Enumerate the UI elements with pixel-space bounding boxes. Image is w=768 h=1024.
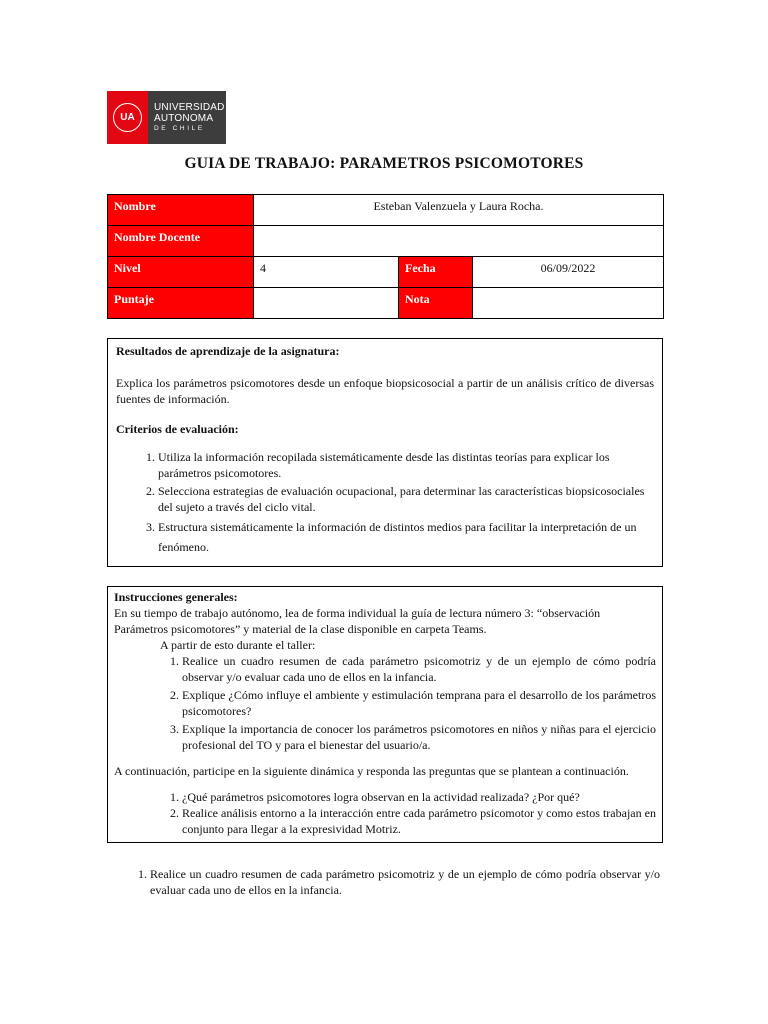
instrucciones-box [107, 586, 663, 843]
instrucciones-intro: En su tiempo de trabajo autónomo, lea de forma individual la guía de lectura número 3: “observación Parámetros psicomotores” y material de la clase disponible en carpeta Teams. [114, 606, 601, 636]
row-nombre [108, 195, 664, 226]
label-nombre: Nombre [108, 195, 254, 226]
resultados-heading: Resultados de aprendizaje de la asignatura: [116, 344, 340, 358]
criterio-item: 1. Utiliza la información recopilada sistemáticamente desde las distintas teorías para explicar los parámetros psicomotores. [158, 449, 654, 481]
logo-line-2: AUTONOMA [154, 113, 214, 124]
label-fecha: Fecha [399, 257, 473, 288]
logo-text-block [148, 91, 226, 144]
row-puntaje-nota [108, 288, 664, 319]
pregunta-item: 2. Realice análisis entorno a la interacción entre cada parámetro psicomotor y como estos trabajan en conjunto para llegar a la expresividad Motriz. [182, 805, 656, 837]
value-nivel[interactable]: 4 [254, 257, 399, 288]
label-nota: Nota [399, 288, 473, 319]
criterios-heading: Criterios de evaluación: [116, 422, 239, 436]
instrucciones-heading: Instrucciones generales: [114, 590, 238, 604]
criterio-item: 3. Estructura sistemáticamente la información de distintos medios para facilitar la interpretación de un fenómeno. [158, 517, 654, 557]
pregunta-item: 1. ¿Qué parámetros psicomotores logra observan en la actividad realizada? ¿Por qué? [182, 789, 656, 805]
continuacion-text: A continuación, participe en la siguiente dinámica y responda las preguntas que se plantean a continuación. [114, 764, 629, 778]
label-puntaje: Puntaje [108, 288, 254, 319]
value-docente[interactable] [254, 226, 664, 257]
value-nombre[interactable]: Esteban Valenzuela y Laura Rocha. [254, 195, 664, 226]
taller-item: 1. Realice un cuadro resumen de cada parámetro psicomotriz y de un ejemplo de cómo podría observar y/o evaluar cada uno de ellos en la infancia. [182, 653, 656, 685]
value-puntaje[interactable] [254, 288, 399, 319]
bottom-item: 1. Realice un cuadro resumen de cada parámetro psicomotriz y de un ejemplo de cómo podría observar y/o evaluar cada uno de ellos en la infancia. [150, 866, 660, 898]
bottom-list [130, 866, 660, 898]
taller-list [114, 653, 656, 753]
row-nivel-fecha [108, 257, 664, 288]
page-title: GUIA DE TRABAJO: PARAMETROS PSICOMOTORES [184, 155, 584, 172]
preguntas-list [114, 789, 656, 837]
label-nivel: Nivel [108, 257, 254, 288]
value-fecha[interactable]: 06/09/2022 [473, 257, 664, 288]
row-docente [108, 226, 664, 257]
label-docente: Nombre Docente [108, 226, 254, 257]
logo-line-3: DE CHILE [154, 125, 205, 132]
value-nota[interactable] [473, 288, 664, 319]
taller-intro: A partir de esto durante el taller: [160, 638, 316, 652]
taller-item: 3. Explique la importancia de conocer los parámetros psicomotores en niños y niñas para el ejercicio profesional del TO y para el bienestar del usuario/a. [182, 721, 656, 753]
criterios-list [116, 449, 654, 557]
criterio-item: 2. Selecciona estrategias de evaluación ocupacional, para determinar las características biopsicosociales del sujeto a través del ciclo vital. [158, 483, 654, 515]
resultados-text: Explica los parámetros psicomotores desde un enfoque biopsicosocial a partir de un análisis crítico de diversas fuentes de información. [116, 376, 654, 406]
logo-line-1: UNIVERSIDAD [154, 102, 225, 113]
bottom-question [130, 866, 660, 898]
taller-item: 2. Explique ¿Cómo influye el ambiente y estimulación temprana para el desarrollo de los parámetros psicomotores? [182, 687, 656, 719]
logo-red-block [107, 91, 148, 144]
university-logo [107, 91, 226, 144]
ua-seal-icon: UA [113, 103, 142, 132]
info-table [107, 194, 664, 319]
resultados-box [107, 338, 663, 567]
